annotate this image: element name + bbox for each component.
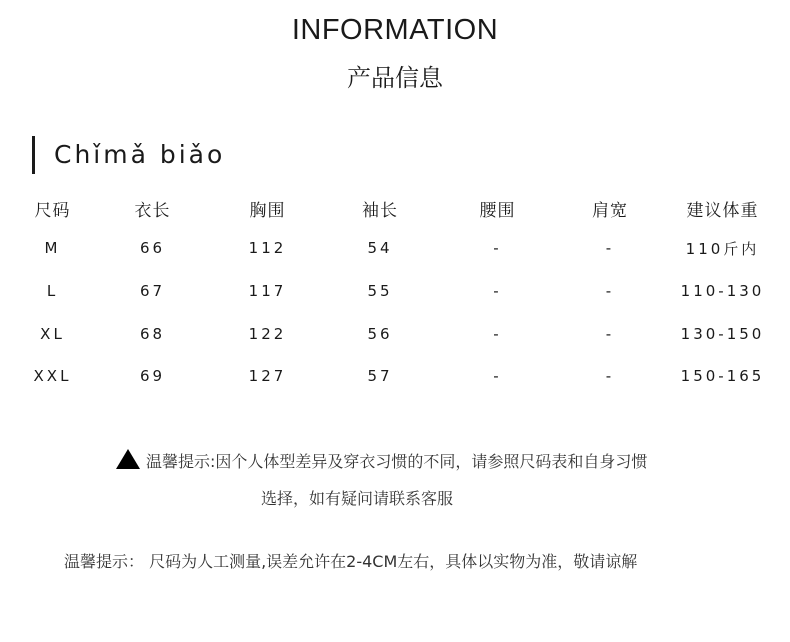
title-english: INFORMATION [291, 14, 499, 46]
table-row [20, 355, 775, 398]
header-waist: 腰围 [479, 200, 516, 221]
cell-length: 69 [139, 367, 166, 386]
cell-chest: 122 [248, 324, 287, 343]
table-row [20, 270, 775, 313]
footer-note: 温馨提示： 尺码为人工测量,误差允许在2-4CM左右，具体以实物为准，敬请谅解 [64, 552, 638, 571]
cell-size: M [44, 239, 61, 257]
header-sleeve: 袖长 [362, 200, 398, 221]
cell-weight: 110斤内 [685, 239, 760, 258]
cell-weight: 130-150 [680, 324, 765, 343]
notice-line-2: 选择，如有疑问请联系客服 [261, 489, 454, 508]
notice-text-1: 温馨提示:因个人体型差异及穿衣习惯的不同，请参照尺码表和自身习惯 [146, 452, 648, 471]
cell-chest: 112 [248, 239, 287, 257]
size-table [20, 190, 775, 398]
warning-triangle-icon [116, 449, 140, 469]
cell-waist: - [493, 282, 502, 301]
header-size: 尺码 [34, 200, 71, 221]
cell-shoulder: - [605, 324, 615, 343]
cell-chest: 117 [248, 282, 287, 301]
cell-sleeve: 55 [367, 282, 393, 301]
title-chinese: 产品信息 [347, 64, 443, 92]
cell-length: 68 [139, 324, 166, 343]
cell-sleeve: 54 [367, 239, 393, 257]
cell-sleeve: 57 [367, 367, 393, 386]
cell-shoulder: - [605, 239, 615, 257]
header-chest: 胸围 [249, 200, 286, 221]
cell-length: 66 [139, 239, 166, 257]
cell-shoulder: - [605, 282, 615, 301]
table-row [20, 313, 775, 356]
cell-sleeve: 56 [367, 324, 393, 343]
section-divider-bar [32, 136, 35, 174]
cell-weight: 150-165 [680, 367, 765, 386]
header-shoulder: 肩宽 [592, 200, 628, 221]
cell-size: XXL [33, 367, 72, 386]
cell-waist: - [493, 367, 502, 386]
table-row [20, 226, 775, 270]
size-chart-heading: Chǐmǎ biǎo [54, 140, 226, 169]
cell-waist: - [493, 324, 502, 343]
cell-waist: - [493, 239, 502, 257]
cell-chest: 127 [248, 367, 287, 386]
cell-shoulder: - [605, 367, 615, 386]
notice-line-1 [116, 449, 647, 472]
cell-size: L [46, 282, 59, 301]
cell-length: 67 [139, 282, 166, 301]
table-header-row [20, 190, 775, 226]
cell-size: XL [40, 324, 65, 343]
header-length: 衣长 [134, 200, 171, 221]
header-weight: 建议体重 [686, 200, 759, 221]
cell-weight: 110-130 [680, 282, 765, 301]
